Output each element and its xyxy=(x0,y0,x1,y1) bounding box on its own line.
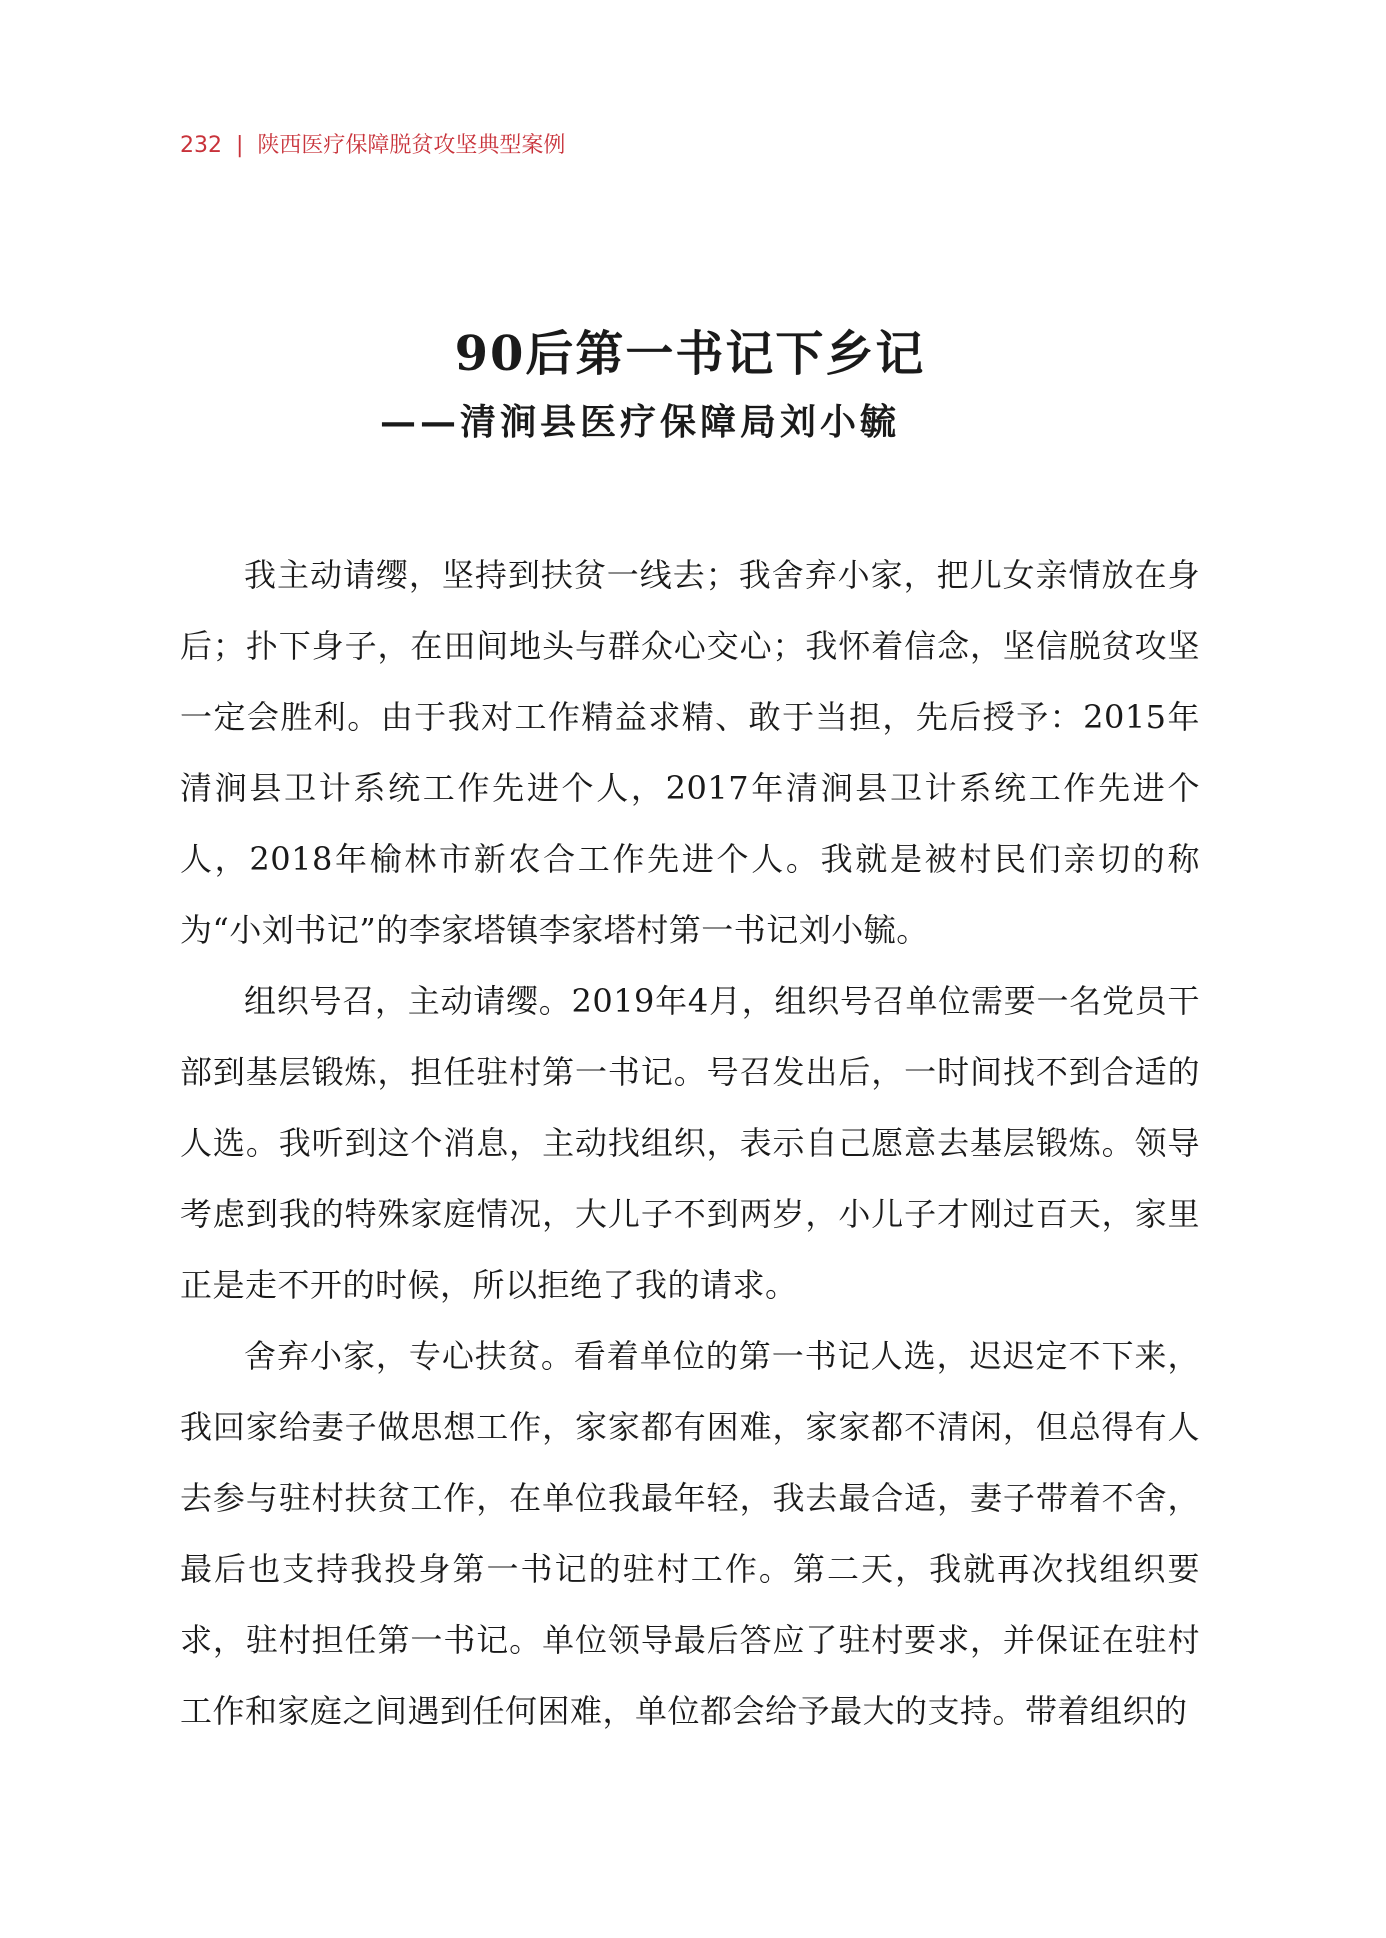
paragraph: 组织号召，主动请缨。2019年4月，组织号召单位需要一名党员干部到基层锻炼，担任驻村第一书记。号召发出后，一时间找不到合适的人选。我听到这个消息，主动找组织，表示自己愿意去基层锻炼。领导考虑到我的特殊家庭情况，大儿子不到两岁，小儿子才刚过百天，家里正是走不开的时候，所以拒绝了我的请求。 xyxy=(180,982,1200,1304)
header-separator: | xyxy=(236,133,244,158)
article-title: 90后第一书记下乡记 xyxy=(454,326,926,382)
article-title-block xyxy=(180,322,1200,450)
paragraph: 我主动请缨，坚持到扶贫一线去；我舍弃小家，把儿女亲情放在身后；扑下身子，在田间地头与群众心交心；我怀着信念，坚信脱贫攻坚一定会胜利。由于我对工作精益求精、敢于当担，先后授予：2015年清涧县卫计系统工作先进个人，2017年清涧县卫计系统工作先进个人，2018年榆林市新农合工作先进个人。我就是被村民们亲切的称为“小刘书记”的李家塔镇李家塔村第一书记刘小毓。 xyxy=(180,556,1200,949)
page-number: 232 xyxy=(180,133,222,158)
article-body xyxy=(180,540,1200,1747)
article-subtitle: ——清涧县医疗保障局刘小毓 xyxy=(380,401,901,443)
book-title: 陕西医疗保障脱贫攻坚典型案例 xyxy=(257,133,566,158)
running-header xyxy=(180,128,565,159)
paragraph: 舍弃小家，专心扶贫。看着单位的第一书记人选，迟迟定不下来，我回家给妻子做思想工作，家家都有困难，家家都不清闲，但总得有人去参与驻村扶贫工作，在单位我最年轻，我去最合适，妻子带着不舍，最后也支持我投身第一书记的驻村工作。第二天，我就再次找组织要求，驻村担任第一书记。单位领导最后答应了驻村要求，并保证在驻村工作和家庭之间遇到任何困难，单位都会给予最大的支持。带着组织的 xyxy=(180,1337,1200,1730)
